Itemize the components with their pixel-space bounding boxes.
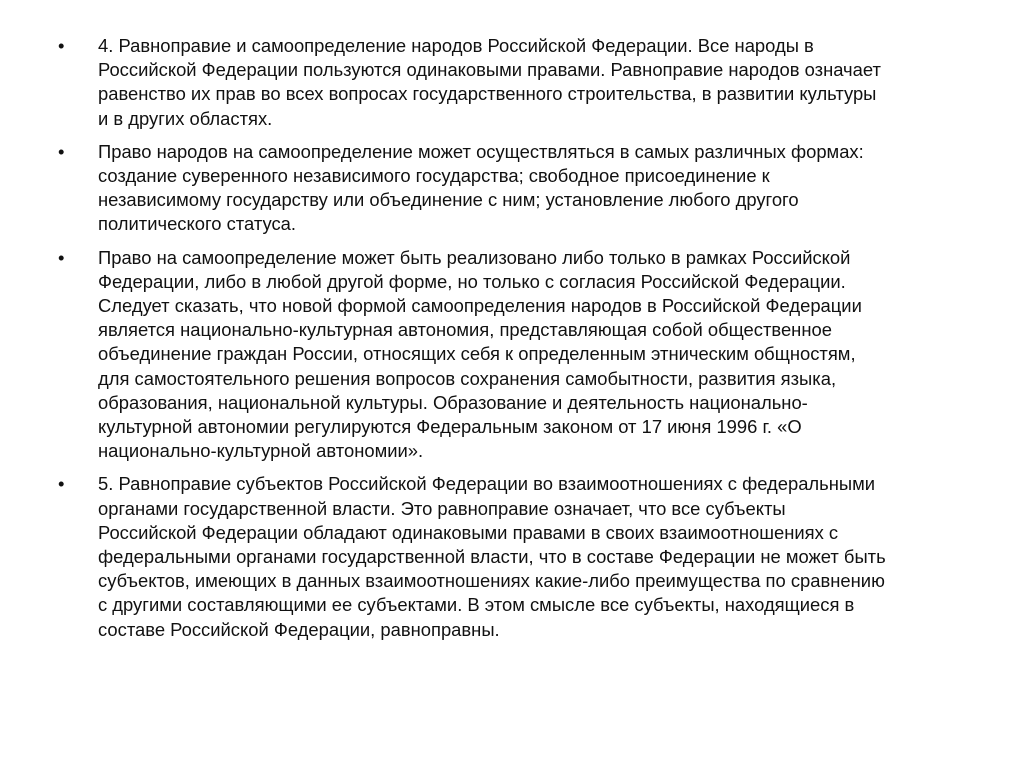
text-line: Право на самоопределение может быть реализовано либо только в рамках Российской (98, 246, 851, 268)
bullet-icon: • (58, 35, 65, 56)
text-line: для самостоятельного решения вопросов сохранения самобытности, развития языка, (98, 367, 837, 389)
text-line: политического статуса. (98, 213, 296, 235)
bullet-list (58, 34, 958, 651)
text-line: Федерации, либо в любой другой форме, но только с согласия Российской Федерации. (98, 270, 846, 292)
paragraph-text (98, 246, 958, 464)
text-line: национально-культурной автономии». (98, 440, 424, 462)
text-line: Следует сказать, что новой формой самоопределения народов в Российской Федерации (98, 295, 862, 317)
text-line: Право народов на самоопределение может осуществляться в самых различных формах: (98, 140, 864, 162)
paragraph-text (98, 140, 958, 237)
text-line: культурной автономии регулируются Федеральным законом от 17 июня 1996 г. «О (98, 416, 802, 438)
text-line: независимому государству или объединение с ним; установление любого другого (98, 189, 799, 211)
text-line: создание суверенного независимого государства; свободное присоединение к (98, 165, 770, 187)
text-line: равенство их прав во всех вопросах государственного строительства, в развитии культуры (98, 83, 877, 105)
text-line: с другими составляющими ее субъектами. В этом смысле все субъекты, находящиеся в (98, 594, 855, 616)
text-line: 4. Равноправие и самоопределение народов Российской Федерации. Все народы в (98, 35, 814, 56)
bullet-item-self-determination-forms (58, 140, 958, 237)
text-line: Российской Федерации пользуются одинаковыми правами. Равноправие народов означает (98, 59, 881, 81)
paragraph-text (98, 472, 958, 641)
text-line: федеральными органами государственной власти, что в составе Федерации не может быть (98, 546, 886, 568)
bullet-icon: • (58, 246, 65, 268)
bullet-item-equality-of-subjects (58, 472, 958, 641)
text-line: и в других областях. (98, 107, 273, 129)
text-line: образования, национальной культуры. Образование и деятельность национально- (98, 391, 808, 413)
bullet-item-cultural-autonomy (58, 246, 958, 464)
bullet-icon: • (58, 140, 65, 162)
text-line: объединение граждан России, относящих себя к определенным этническим общностям, (98, 343, 856, 365)
bullet-icon: • (58, 473, 65, 495)
text-line: является национально-культурная автономия, представляющая собой общественное (98, 319, 832, 341)
text-line: составе Российской Федерации, равноправны. (98, 618, 500, 640)
text-line: субъектов, имеющих в данных взаимоотношениях какие-либо преимущества по сравнению (98, 570, 885, 592)
paragraph-text (98, 34, 958, 131)
text-line: органами государственной власти. Это равноправие означает, что все субъекты (98, 497, 786, 519)
bullet-item-equality-of-peoples (58, 34, 958, 131)
text-line: 5. Равноправие субъектов Российской Федерации во взаимоотношениях с федеральными (98, 473, 876, 495)
text-line: Российской Федерации обладают одинаковыми правами в своих взаимоотношениях с (98, 521, 839, 543)
